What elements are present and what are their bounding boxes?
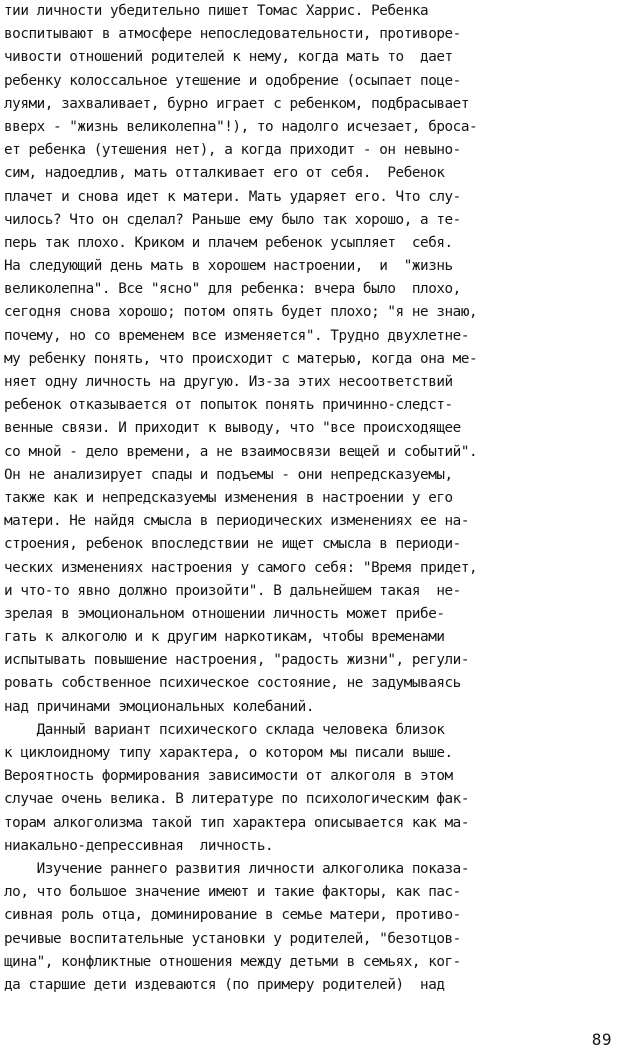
text-line: венные связи. И приходит к выводу, что "все происходящее: [4, 420, 461, 437]
text-line: великолепна". Все "ясно" для ребенка: вчера было плохо,: [4, 281, 461, 298]
text-line: да старшие дети издеваются (по примеру родителей) над: [4, 976, 445, 993]
text-line: испытывать повышение настроения, "радость жизни", регули-: [4, 652, 469, 669]
text-line: чилось? Что он сделал? Раньше ему было так хорошо, а те-: [4, 211, 461, 228]
text-line: ет ребенка (утешения нет), а когда приходит - он невыно-: [4, 142, 461, 159]
body-text: [4, 0, 616, 997]
text-line: ло, что большое значение имеют и такие факторы, как пас-: [4, 884, 461, 901]
text-line: гать к алкоголю и к другим наркотикам, чтобы временами: [4, 629, 445, 646]
text-line: Данный вариант психического склада человека близок: [4, 721, 445, 738]
page-number: 89: [591, 1030, 612, 1049]
text-line: ребенку колоссальное утешение и одобрение (осыпает поце-: [4, 72, 461, 89]
text-line: няет одну личность на другую. Из-за этих несоответствий: [4, 374, 453, 390]
text-line: перь так плохо. Криком и плачем ребенок усыпляет себя.: [4, 234, 453, 251]
text-line: ниакально-депрессивная личность.: [4, 837, 274, 854]
text-line: вверх - "жизнь великолепна"!), то надолго исчезает, броса-: [4, 118, 478, 135]
text-line: луями, захваливает, бурно играет с ребенком, подбрасывает: [4, 95, 469, 112]
text-line: сегодня снова хорошо; потом опять будет плохо; "я не знаю,: [4, 304, 478, 321]
text-line: ровать собственное психическое состояние, не задумываясь: [4, 675, 461, 692]
text-line: сивная роль отца, доминирование в семье матери, противо-: [4, 907, 461, 924]
text-line: тии личности убедительно пишет Томас Харрис. Ребенка: [4, 3, 429, 19]
text-line: ребенок отказывается от попыток понять причинно-следст-: [4, 397, 453, 414]
text-line: над причинами эмоциональных колебаний.: [4, 698, 314, 715]
text-line: торам алкоголизма такой тип характера описывается как ма-: [4, 814, 469, 831]
text-line: случае очень велика. В литературе по психологическим фак-: [4, 791, 469, 808]
text-line: Он не анализирует спады и подъемы - они непредсказуемы,: [4, 466, 453, 483]
text-line: почему, но со временем все изменяется". Трудно двухлетне-: [4, 327, 469, 344]
text-line: му ребенку понять, что происходит с матерью, когда она ме-: [4, 350, 478, 367]
text-line: чивости отношений родителей к нему, когда мать то дает: [4, 49, 453, 66]
text-line: речивые воспитательные установки у родителей, "безотцов-: [4, 930, 461, 947]
text-line: сим, надоедлив, мать отталкивает его от себя. Ребенок: [4, 165, 445, 182]
text-line: также как и непредсказуемы изменения в настроении у его: [4, 489, 453, 506]
text-line: На следующий день мать в хорошем настроении, и "жизнь: [4, 258, 453, 275]
text-line: воспитывают в атмосфере непоследовательности, противоре-: [4, 26, 461, 43]
text-line: и что-то явно должно произойти". В дальнейшем такая не-: [4, 582, 461, 599]
text-line: к циклоидному типу характера, о котором мы писали выше.: [4, 745, 453, 761]
text-line: матери. Не найдя смысла в периодических изменениях ее на-: [4, 513, 469, 530]
text-line: Вероятность формирования зависимости от алкоголя в этом: [4, 768, 453, 785]
text-line: со мной - дело времени, а не взаимосвязи вещей и событий".: [4, 443, 478, 460]
text-line: ческих изменениях настроения у самого себя: "Время придет,: [4, 559, 478, 576]
text-line: Изучение раннего развития личности алкоголика показа-: [4, 860, 469, 877]
text-line: плачет и снова идет к матери. Мать ударяет его. Что слу-: [4, 188, 461, 205]
text-line: зрелая в эмоциональном отношении личность может прибе-: [4, 605, 445, 622]
text-line: строения, ребенок впоследствии не ищет смысла в периоди-: [4, 536, 461, 553]
text-line: щина", конфликтные отношения между детьми в семьях, ког-: [4, 953, 461, 970]
